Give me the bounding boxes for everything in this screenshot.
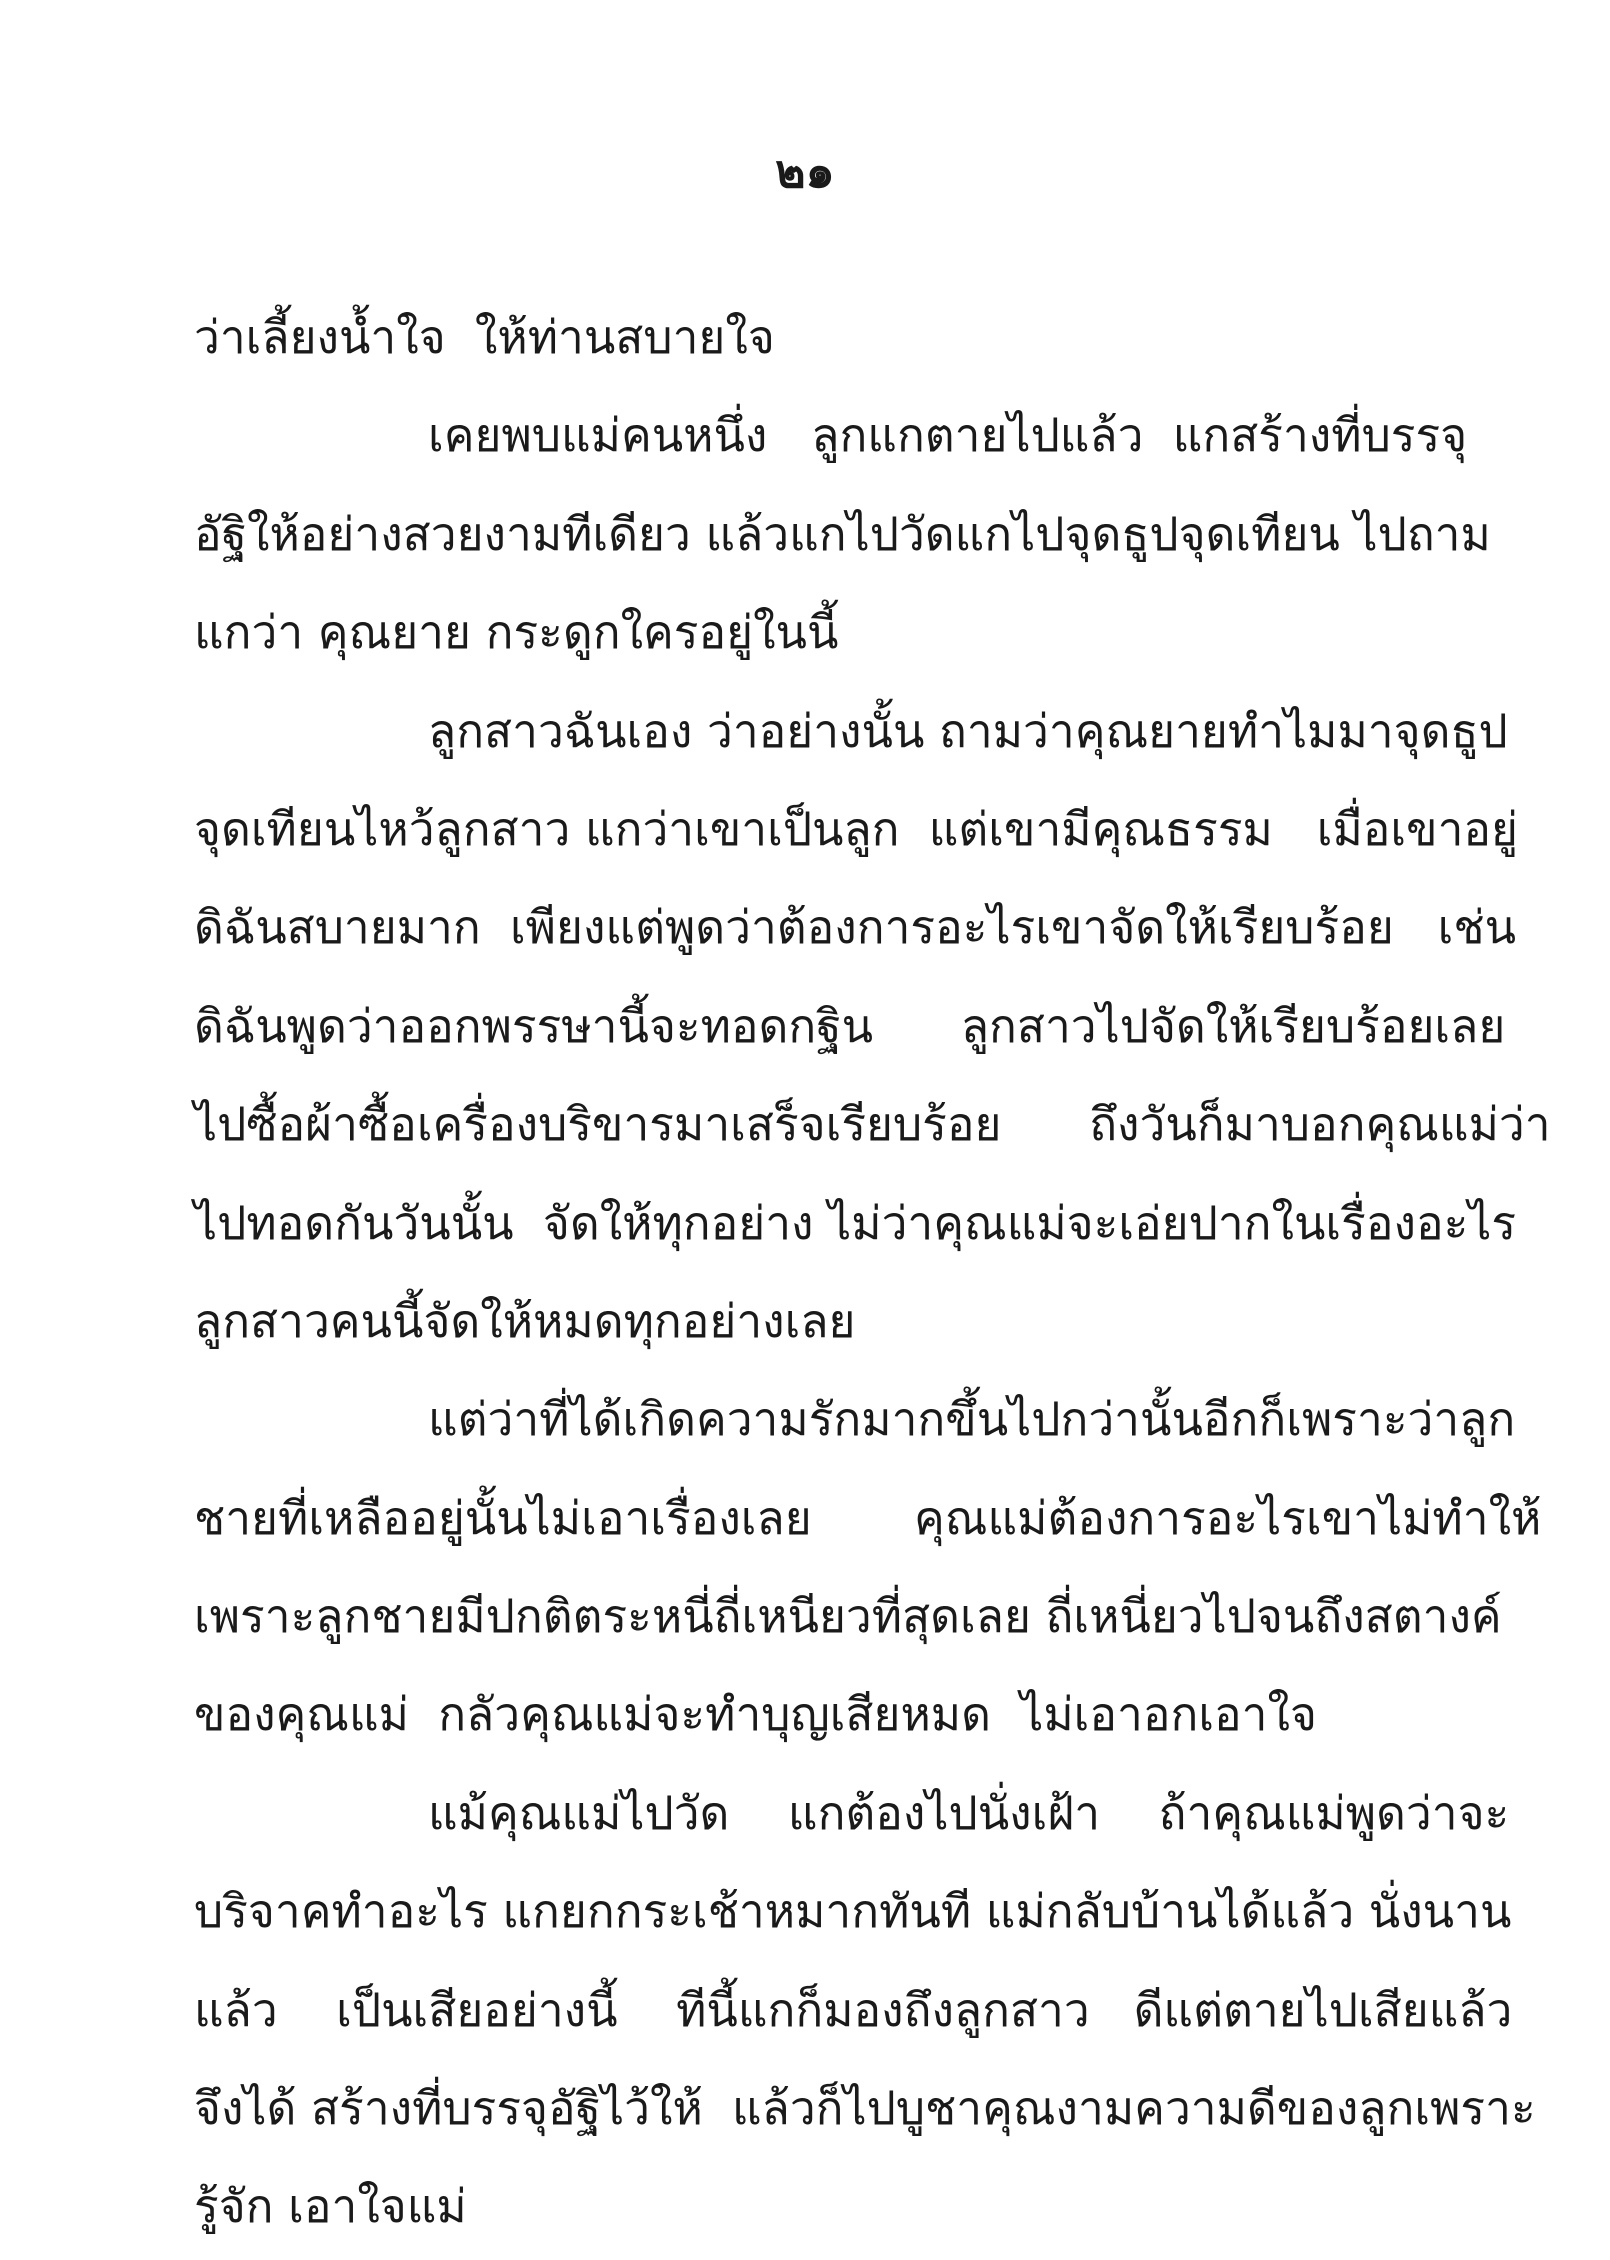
- text-line: ไปซื้อผ้าซื้อเครื่องบริขารมาเสร็จเรียบร้อย ถึงวันก็มาบอกคุณแม่ว่า: [194, 1097, 1551, 1152]
- text-line: ลูกสาวคนนี้จัดให้หมดทุกอย่างเลย: [194, 1293, 856, 1348]
- text-line: จุดเทียนไหว้ลูกสาว แกว่าเขาเป็นลูก แต่เขามีคุณธรรม เมื่อเขาอยู่: [194, 801, 1518, 856]
- text-line: เคยพบแม่คนหนึ่ง ลูกแกตายไปแล้ว แกสร้างที่บรรจุ: [428, 408, 1468, 463]
- text-line: จึงได้ สร้างที่บรรจุอัฐิไว้ให้ แล้วก็ไปบูชาคุณงามความดีของลูกเพราะ: [194, 2081, 1536, 2136]
- text-line: แต่ว่าที่ได้เกิดความรักมากขึ้นไปกว่านั้นอีกก็เพราะว่าลูก: [428, 1392, 1516, 1447]
- body-text: [194, 288, 1551, 2256]
- text-line: ดิฉันพูดว่าออกพรรษานี้จะทอดกฐิน ลูกสาวไปจัดให้เรียบร้อยเลย: [194, 998, 1506, 1053]
- text-line: รู้จัก เอาใจแม่: [194, 2179, 467, 2234]
- page-number: ๒๑: [775, 144, 835, 198]
- text-line: เพราะลูกชายมีปกติตระหนี่ถี่เหนียวที่สุดเลย ถี่เหนี่ยวไปจนถึงสตางค์: [194, 1589, 1502, 1644]
- text-line: ลูกสาวฉันเอง ว่าอย่างนั้น ถามว่าคุณยายทำไมมาจุดธูป: [428, 703, 1508, 758]
- text-line: อัฐิให้อย่างสวยงามทีเดียว แล้วแกไปวัดแกไปจุดธูปจุดเทียน ไปถาม: [194, 506, 1491, 561]
- text-line: ของคุณแม่ กลัวคุณแม่จะทำบุญเสียหมด ไม่เอาอกเอาใจ: [194, 1687, 1317, 1742]
- text-line: ไปทอดกันวันนั้น จัดให้ทุกอย่าง ไม่ว่าคุณแม่จะเอ่ยปากในเรื่องอะไร: [194, 1195, 1517, 1250]
- text-line: แม้คุณแม่ไปวัด แกต้องไปนั่งเฝ้า ถ้าคุณแม่พูดว่าจะ: [428, 1785, 1510, 1840]
- text-line: แกว่า คุณยาย กระดูกใครอยู่ในนี้: [194, 605, 839, 660]
- text-line: บริจาคทำอะไร แกยกกระเช้าหมากทันที แม่กลับบ้านได้แล้ว นั่งนาน: [194, 1884, 1512, 1939]
- text-line: ดิฉันสบายมาก เพียงแต่พูดว่าต้องการอะไรเขาจัดให้เรียบร้อย เช่น: [194, 900, 1517, 955]
- text-line: ว่าเลี้ยงน้ำใจ ให้ท่านสบายใจ: [194, 310, 775, 364]
- text-line: ชายที่เหลืออยู่นั้นไม่เอาเรื่องเลย คุณแม่ต้องการอะไรเขาไม่ทำให้: [194, 1490, 1542, 1545]
- text-line: แล้ว เป็นเสียอย่างนี้ ทีนี้แกก็มองถึงลูกสาว ดีแต่ตายไปเสียแล้ว: [194, 1982, 1513, 2037]
